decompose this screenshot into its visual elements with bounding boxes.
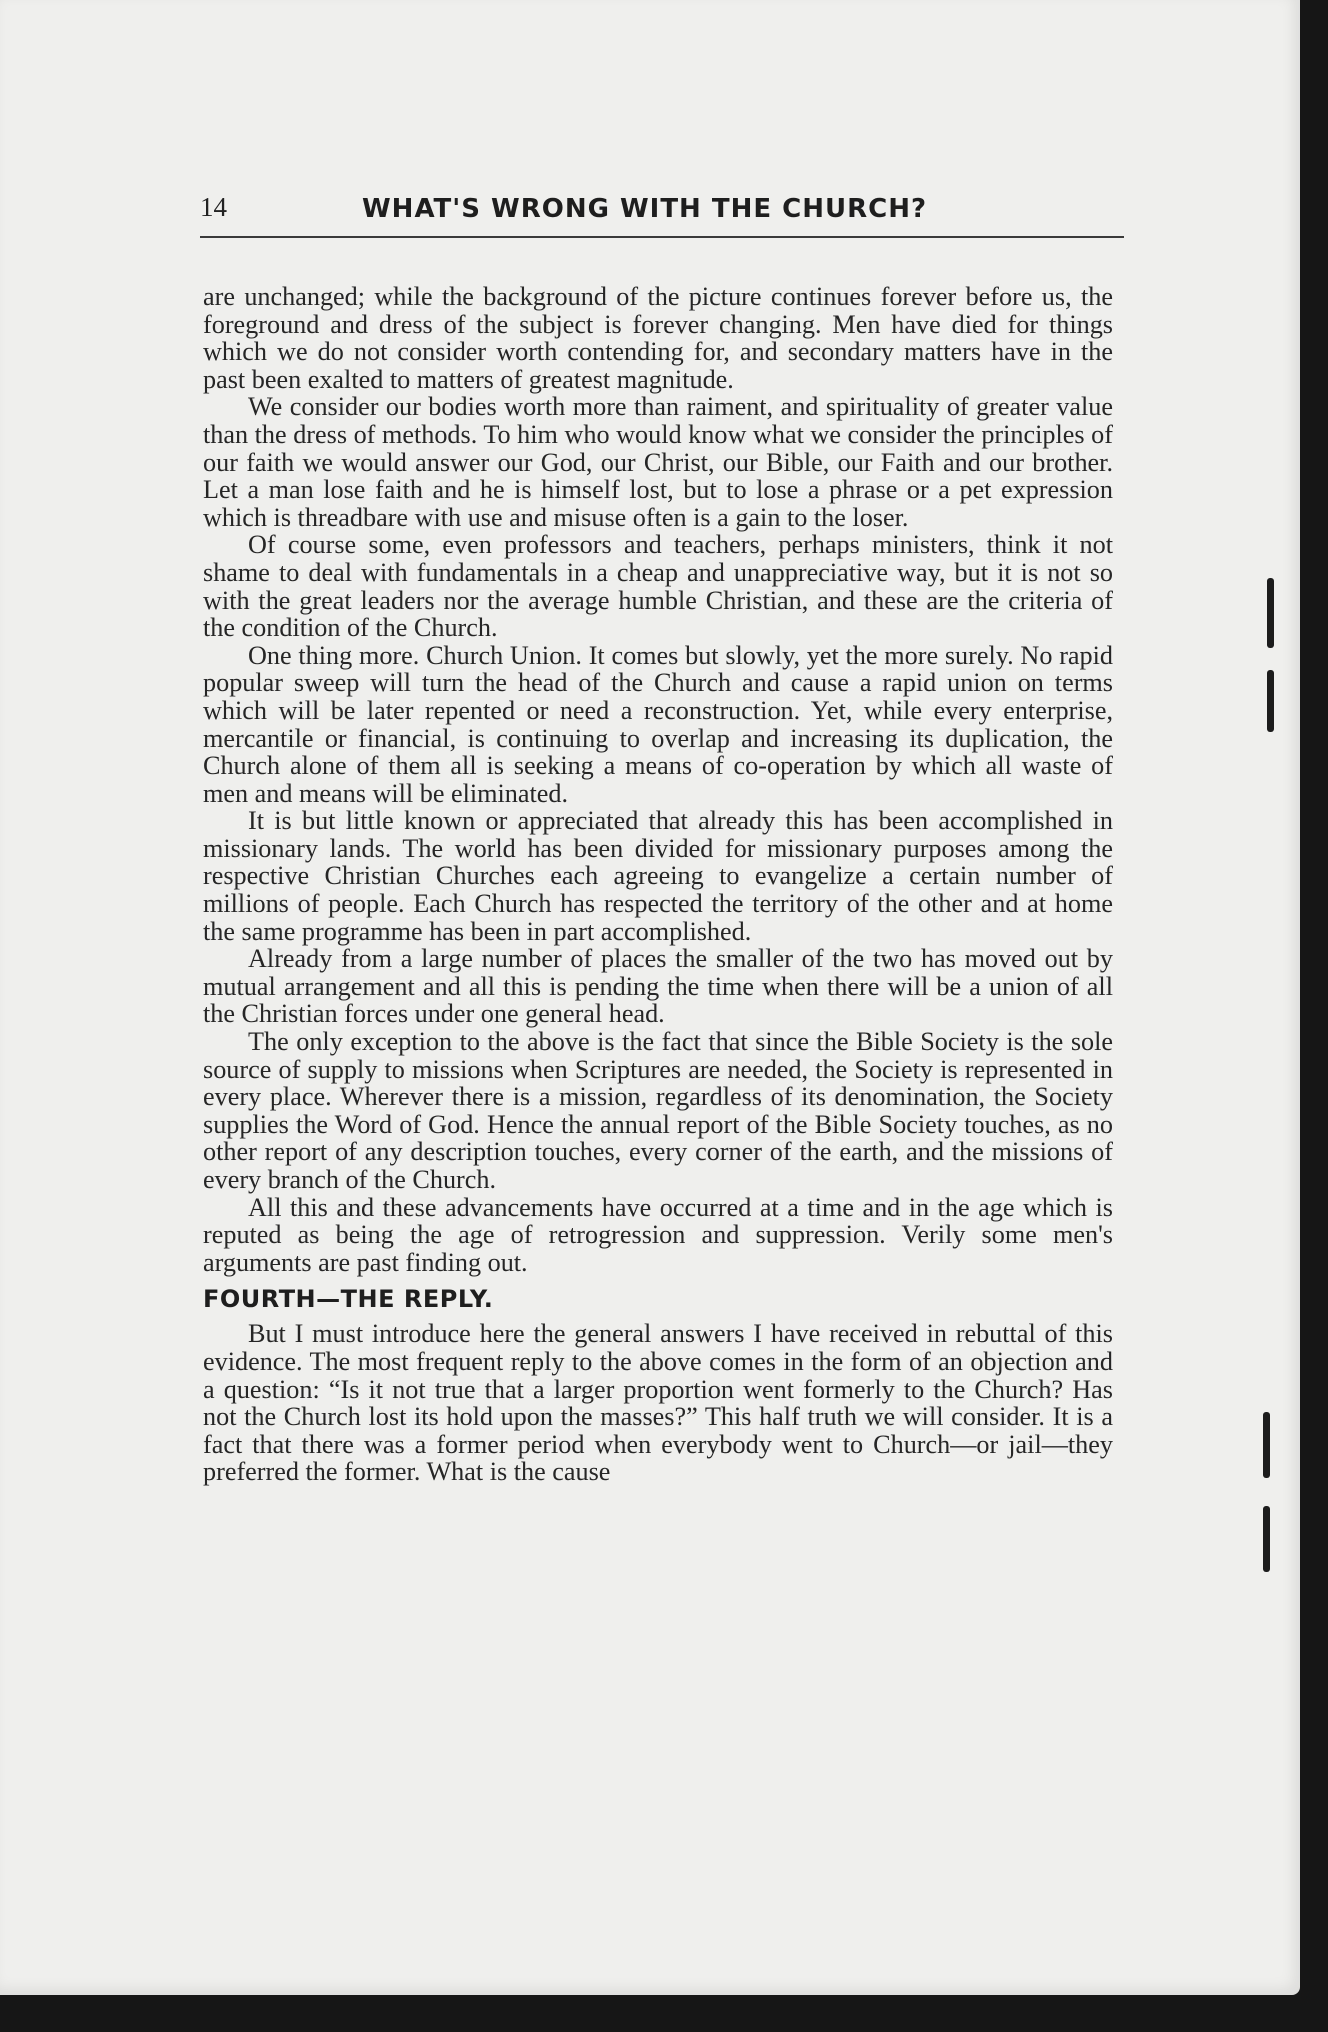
page-number: 14 [200, 192, 227, 222]
paragraph: The only exception to the above is the fact that since the Bible Society is the sole source of supply to missions when Scriptures are needed, the Society is represented in every place. Wherever there is a mission, regardless of its denomination, the Society supplies the Word of God. Hence the annual report of the Bible Society touches, as no other report of any description touches, every corner of the earth, and the missions of every branch of the Church. [203, 1027, 1113, 1194]
margin-mark [1267, 578, 1274, 648]
paragraph: It is but little known or appreciated that already this has been accomplished in missionary lands. The world has been divided for missionary purposes among the respective Christian Churches each agreeing to evangelize a certain number of millions of people. Each Church has respected the territory of the other and at home the same programme has been in part accomplished. [203, 806, 1113, 946]
paragraph: Of course some, even professors and teachers, perhaps ministers, think it not shame to deal with fundamentals in a cheap and unappreciative way, but it is not so with the great leaders nor the average humble Christian, and these are the criteria of the condition of the Church. [203, 530, 1113, 643]
margin-mark [1263, 1412, 1270, 1478]
paragraph: Already from a large number of places the smaller of the two has moved out by mutual arrangement and all this is pending the time when there will be a union of all the Christian forces under one general head. [203, 944, 1113, 1029]
section-heading: FOURTH—THE REPLY. [203, 1285, 494, 1314]
margin-mark [1267, 670, 1274, 732]
page-header [200, 192, 1124, 238]
body-text [203, 283, 1113, 1486]
paragraph: But I must introduce here the general answers I have received in rebuttal of this evidence. The most frequent reply to the above comes in the form of an objection and a question: “Is it not true that a larger proportion went formerly to the Church? Has not the Church lost its hold upon the masses?” This half truth we will consider. It is a fact that there was a former period when everybody went to Church—or jail—they preferred the former. What is the cause [203, 1319, 1113, 1487]
running-title: WHAT'S WRONG WITH THE CHURCH? [362, 194, 928, 224]
paragraph: One thing more. Church Union. It comes but slowly, yet the more surely. No rapid popular sweep will turn the head of the Church and cause a rapid union on terms which will be later repented or need a reconstruction. Yet, while every enterprise, mercantile or financial, is continuing to overlap and increasing its duplication, the Church alone of them all is seeking a means of co-operation by which all waste of men and means will be eliminated. [203, 640, 1113, 808]
paragraph: All this and these advancements have occurred at a time and in the age which is reputed as being the age of retrogression and suppression. Verily some men's arguments are past finding out. [203, 1192, 1113, 1277]
paragraph-continued: are unchanged; while the background of the picture continues forever before us, the foreground and dress of the subject is forever changing. Men have died for things which we do not consider worth contending for, and secondary matters have in the past been exalted to matters of greatest magnitude. [203, 282, 1113, 394]
paragraph: We consider our bodies worth more than raiment, and spirituality of greater value than the dress of methods. To him who would know what we consider the principles of our faith we would answer our God, our Christ, our Bible, our Faith and our brother. Let a man lose faith and he is himself lost, but to lose a phrase or a pet expression which is threadbare with use and misuse often is a gain to the loser. [203, 392, 1113, 532]
margin-mark [1263, 1506, 1270, 1572]
